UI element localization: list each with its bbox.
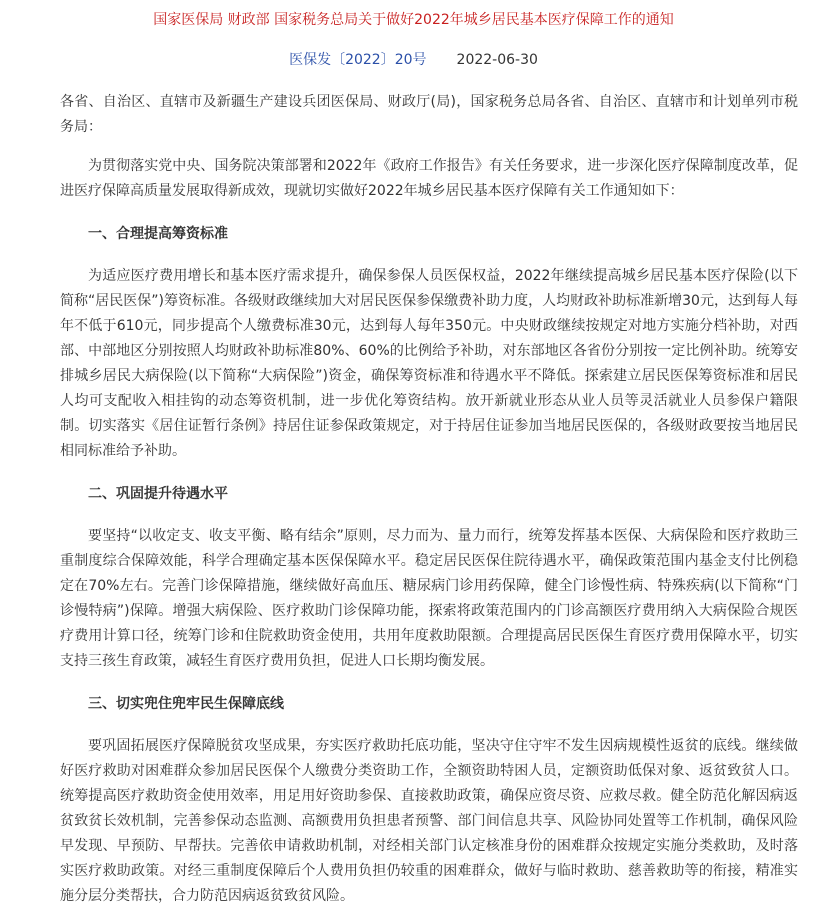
section-text-2: 要坚持“以收定支、收支平衡、略有结余”原则，尽力而为、量力而行，统筹发挥基本医保、大病保险和医疗救助三重制度综合保障效能，科学合理确定基本医保保障水平。稳定居民医保住院待遇水平，确保政策范围内基金支付比例稳定在70%左右。完善门诊保障措施，继续做好高血压、糖尿病门诊用药保障，健全门诊慢性病、特殊疾病(以下简称“门诊慢特病”)保障。增强大病保险、医疗救助门诊保障功能，探索将政策范围内的门诊高额医疗费用纳入大病保险合规医疗费用计算口径，统筹门诊和住院救助资金使用，共用年度救助限额。合理提高居民医保生育医疗费用保障水平，切实支持三孩生育政策，减轻生育医疗费用负担，促进人口长期均衡发展。 [60,528,798,669]
document-title: 国家医保局 财政部 国家税务总局关于做好2022年城乡居民基本医疗保障工作的通知 [153,12,674,28]
document-meta [0,49,827,71]
document-number: 医保发〔2022〕20号 [289,52,427,68]
section-text-3: 要巩固拓展医疗保障脱贫攻坚成果，夯实医疗救助托底功能，坚决守住守牢不发生因病规模性返贫的底线。继续做好医疗救助对困难群众参加居民医保个人缴费分类资助工作，全额资助特困人员，定额资助低保对象、返贫致贫人口。统筹提高医疗救助资金使用效率，用足用好资助参保、直接救助政策，确保应资尽资、应救尽救。健全防范化解因病返贫致贫长效机制，完善参保动态监测、高额费用负担患者预警、部门间信息共享、风险协同处置等工作机制，确保风险早发现、早预防、早帮扶。完善依申请救助机制，对经相关部门认定核准身份的困难群众按规定实施分类救助，及时落实医疗救助政策。对经三重制度保障后个人费用负担仍较重的困难群众，做好与临时救助、慈善救助等的衔接，精准实施分层分类帮扶，合力防范因病返贫致贫风险。 [60,738,798,903]
document-body [60,90,798,903]
section-heading-2: 二、巩固提升待遇水平 [88,486,228,502]
intro-paragraph: 为贯彻落实党中央、国务院决策部署和2022年《政府工作报告》有关任务要求，进一步深化医疗保障制度改革，促进医疗保障高质量发展取得新成效，现就切实做好2022年城乡居民基本医疗保障有关工作通知如下： [60,158,798,199]
section-text-1: 为适应医疗费用增长和基本医疗需求提升，确保参保人员医保权益，2022年继续提高城乡居民基本医疗保险(以下简称“居民医保”)筹资标准。各级财政继续加大对居民医保参保缴费补助力度，人均财政补助标准新增30元，达到每人每年不低于610元，同步提高个人缴费标准30元，达到每人每年350元。中央财政继续按规定对地方实施分档补助，对西部、中部地区分别按照人均财政补助标准80%、60%的比例给予补助，对东部地区各省份分别按一定比例补助。统筹安排城乡居民大病保险(以下简称“大病保险”)资金，确保筹资标准和待遇水平不降低。探索建立居民医保筹资标准和居民人均可支配收入相挂钩的动态筹资机制，进一步优化筹资结构。放开新就业形态从业人员等灵活就业人员参保户籍限制。切实落实《居住证暂行条例》持居住证参保政策规定，对于持居住证参加当地居民医保的，各级财政要按当地居民相同标准给予补助。 [60,268,798,459]
section-heading-1: 一、合理提高筹资标准 [88,226,228,242]
section-heading-3: 三、切实兜住兜牢民生保障底线 [88,696,284,712]
document-date: 2022-06-30 [456,52,538,68]
addressee-paragraph: 各省、自治区、直辖市及新疆生产建设兵团医保局、财政厅(局)，国家税务总局各省、自治区、直辖市和计划单列市税务局： [60,94,798,135]
